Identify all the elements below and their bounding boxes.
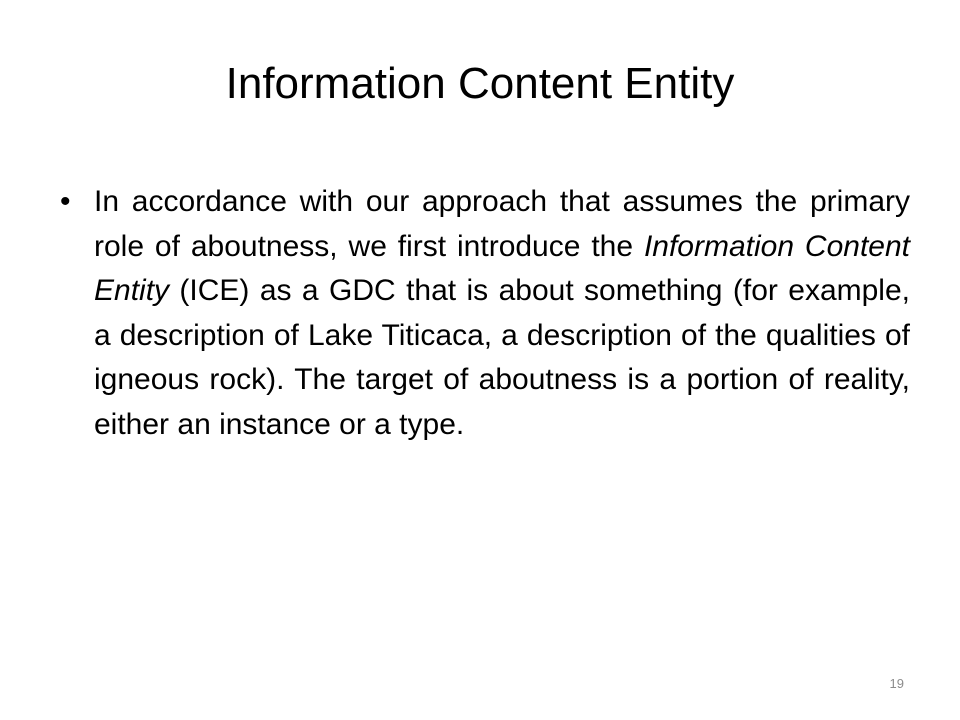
bullet-text-after: (ICE) as a GDC that is about something (for example, a description of Lake Titicaca, a description of the qualities of igneous rock). The target of aboutness is a portion of reality, either an instance or a type. (94, 274, 910, 441)
bullet-dot-icon: • (60, 185, 71, 218)
bullet-text (94, 185, 910, 441)
bullet-italic-term: Information Content Entity (94, 229, 910, 307)
bullet-text-before: In accordance with our approach that assumes the primary role of aboutness, we first introduce the (94, 185, 910, 263)
bullet-list (58, 180, 910, 447)
slide-title: Information Content Entity (225, 59, 735, 108)
page-number: 19 (889, 676, 904, 691)
bullet-item (58, 180, 910, 447)
